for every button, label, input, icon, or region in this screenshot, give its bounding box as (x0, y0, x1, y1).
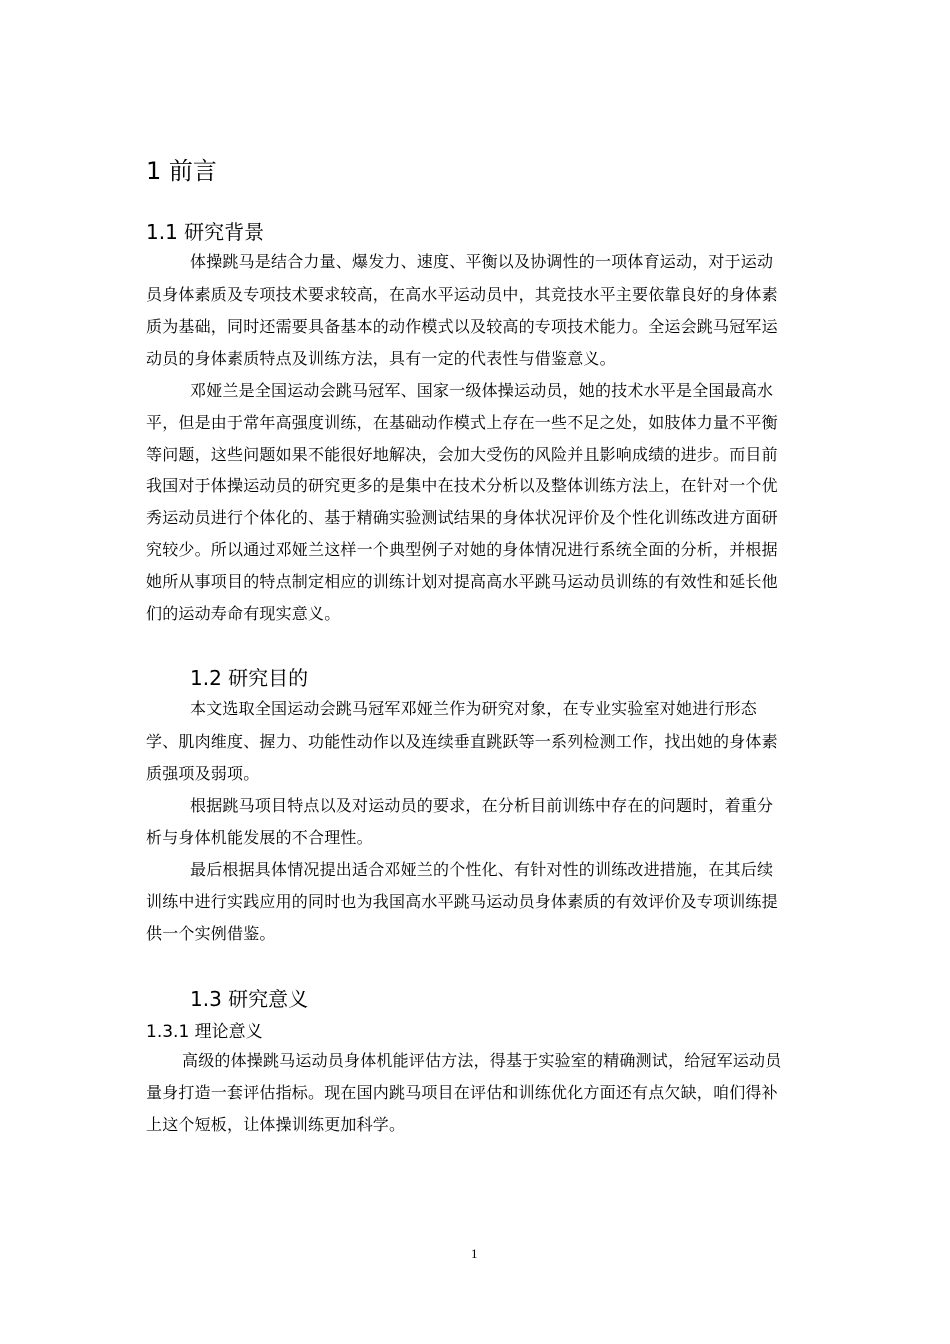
paragraph-line: 体操跳马是结合力量、爆发力、速度、平衡以及协调性的一项体育运动，对于运动 (190, 252, 774, 271)
paragraph-line: 最后根据具体情况提出适合邓娅兰的个性化、有针对性的训练改进措施，在其后续 (190, 860, 774, 879)
paragraph-line: 质为基础，同时还需要具备基本的动作模式以及较高的专项技术能力。全运会跳马冠军运 (146, 317, 778, 336)
paragraph-line: 邓娅兰是全国运动会跳马冠军、国家一级体操运动员，她的技术水平是全国最高水 (190, 381, 774, 400)
paragraph-line: 学、肌肉维度、握力、功能性动作以及连续垂直跳跃等一系列检测工作，找出她的身体素 (146, 732, 778, 751)
paragraph-line: 高级的体操跳马运动员身体机能评估方法，得基于实验室的精确测试，给冠军运动员 (182, 1051, 782, 1070)
paragraph-line: 们的运动寿命有现实意义。 (146, 604, 341, 623)
paragraph-line: 本文选取全国运动会跳马冠军邓娅兰作为研究对象，在专业实验室对她进行形态 (190, 699, 758, 718)
paragraph-line: 秀运动员进行个体化的、基于精确实验测试结果的身体状况评价及个性化训练改进方面研 (146, 508, 778, 527)
subsection-heading-theory: 1.3.1 理论意义 (146, 1022, 263, 1042)
section-heading-purpose: 1.2 研究目的 (190, 666, 309, 690)
chapter-heading: 1 前言 (146, 157, 217, 185)
paragraph-line: 析与身体机能发展的不合理性。 (146, 828, 373, 847)
paragraph-line: 训练中进行实践应用的同时也为我国高水平跳马运动员身体素质的有效评价及专项训练提 (146, 892, 778, 911)
paragraph-line: 根据跳马项目特点以及对运动员的要求，在分析目前训练中存在的问题时，着重分 (190, 796, 774, 815)
paragraph-line: 我国对于体操运动员的研究更多的是集中在技术分析以及整体训练方法上，在针对一个优 (146, 476, 778, 495)
paragraph-line: 供一个实例借鉴。 (146, 924, 276, 943)
paragraph-line: 量身打造一套评估指标。现在国内跳马项目在评估和训练优化方面还有点欠缺，咱们得补 (146, 1083, 778, 1102)
paragraph-line: 究较少。所以通过邓娅兰这样一个典型例子对她的身体情况进行系统全面的分析，并根据 (146, 540, 778, 559)
section-heading-background: 1.1 研究背景 (146, 220, 265, 244)
paragraph-line: 动员的身体素质特点及训练方法，具有一定的代表性与借鉴意义。 (146, 349, 616, 368)
page-number: 1 (471, 1246, 478, 1261)
section-heading-significance: 1.3 研究意义 (190, 987, 309, 1011)
paragraph-line: 她所从事项目的特点制定相应的训练计划对提高高水平跳马运动员训练的有效性和延长他 (146, 572, 778, 591)
paragraph-line: 上这个短板，让体操训练更加科学。 (146, 1115, 406, 1134)
paragraph-line: 员身体素质及专项技术要求较高，在高水平运动员中，其竞技水平主要依靠良好的身体素 (146, 285, 778, 304)
paragraph-line: 质强项及弱项。 (146, 764, 260, 783)
paragraph-line: 等问题，这些问题如果不能很好地解决，会加大受伤的风险并且影响成绩的进步。而目前 (146, 445, 778, 464)
paragraph-line: 平，但是由于常年高强度训练，在基础动作模式上存在一些不足之处，如肢体力量不平衡 (146, 413, 778, 432)
